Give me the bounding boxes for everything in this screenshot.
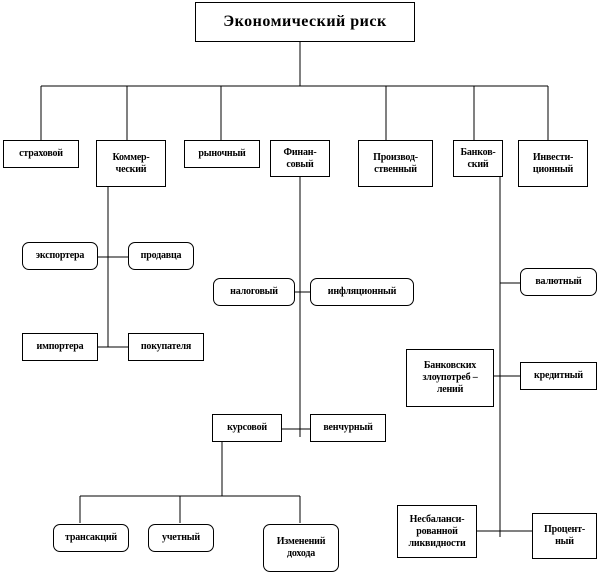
currency-accounting: учетный <box>148 524 214 552</box>
commercial-importer: импортера <box>22 333 98 361</box>
banking-liquidity: Несбаланси- рованной ликвидности <box>397 505 477 558</box>
category-insurance: страховой <box>3 140 79 168</box>
financial-inflation: инфляционный <box>310 278 414 306</box>
banking-credit: кредитный <box>520 362 597 390</box>
commercial-seller: продавца <box>128 242 194 270</box>
category-banking: Банков- ский <box>453 140 503 177</box>
banking-abuse: Банковских злоупотреб – лений <box>406 349 494 407</box>
financial-venture: венчурный <box>310 414 386 442</box>
banking-currency: валютный <box>520 268 597 296</box>
category-commercial: Коммер- ческий <box>96 140 166 187</box>
category-financial: Финан- совый <box>270 140 330 177</box>
category-market: рыночный <box>184 140 260 168</box>
financial-currency-rate: курсовой <box>212 414 282 442</box>
currency-income-change: Изменений дохода <box>263 524 339 572</box>
commercial-buyer: покупателя <box>128 333 204 361</box>
banking-interest: Процент- ный <box>532 513 597 559</box>
category-investment: Инвести- ционный <box>518 140 588 187</box>
category-production: Производ- ственный <box>358 140 433 187</box>
financial-tax: налоговый <box>213 278 295 306</box>
title-box: Экономический риск <box>195 2 415 42</box>
commercial-exporter: экспортера <box>22 242 98 270</box>
currency-transaction: трансакций <box>53 524 129 552</box>
